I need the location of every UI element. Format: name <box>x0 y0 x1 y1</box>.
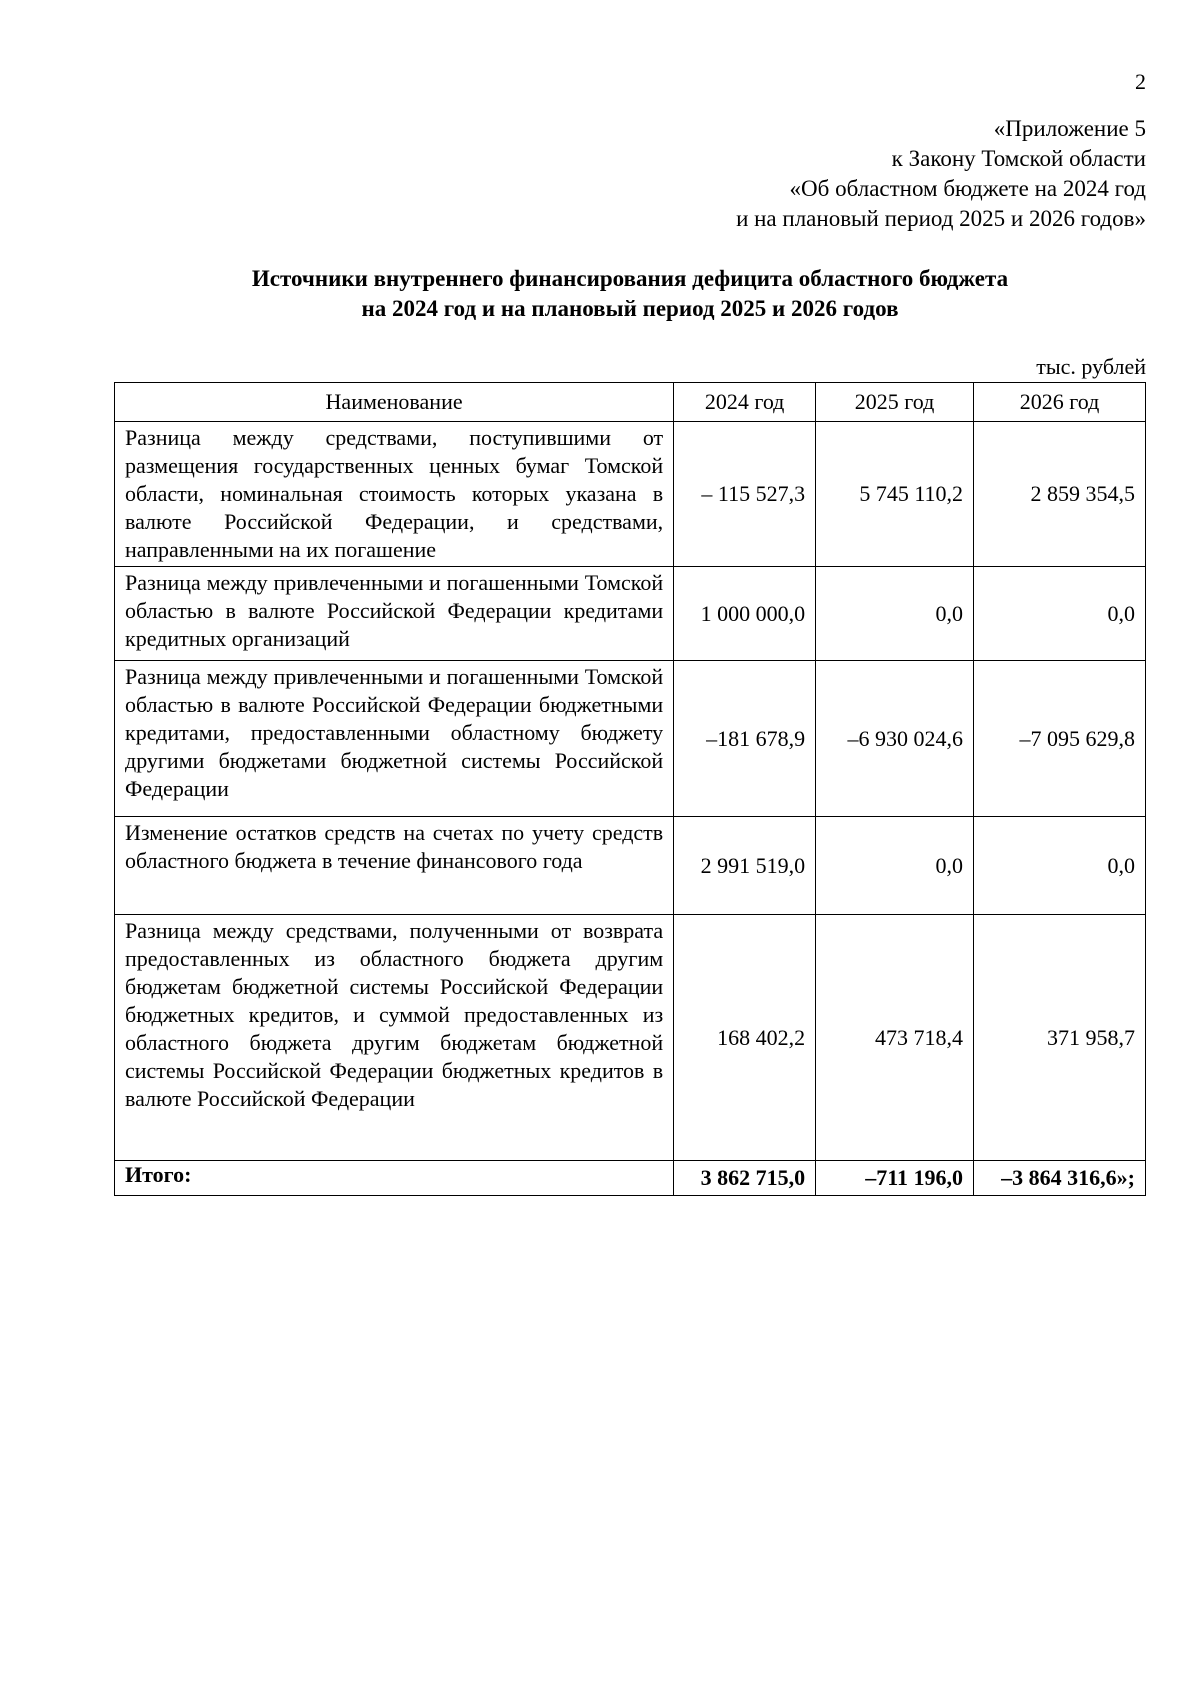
row-name: Разница между привлеченными и погашенными Томской областью в валюте Российской Федерации бюджетными кредитами, предоставленными областному бюджету другими бюджетами бюджетной системы Российской Федерации <box>115 661 674 817</box>
financing-sources-table <box>114 382 1146 1196</box>
table-row <box>115 817 1146 915</box>
row-name: Разница между средствами, полученными от возврата предоставленных из областного бюджета другим бюджетам бюджетной системы Российской Федерации бюджетных кредитов, и суммой предоставленных из областного бюджета другим бюджетам бюджетной системы Российской Федерации бюджетных кредитов в валюте Российской Федерации <box>115 915 674 1161</box>
row-value-2024: – 115 527,3 <box>674 422 816 567</box>
table-row <box>115 422 1146 567</box>
total-value-2025: –711 196,0 <box>816 1161 974 1196</box>
units-label: тыс. рублей <box>1036 354 1146 379</box>
title-line-2: на 2024 год и на плановый период 2025 и 2026 годов <box>361 296 899 321</box>
appendix-header <box>736 114 1146 234</box>
row-value-2026: 0,0 <box>974 817 1146 915</box>
table-row <box>115 661 1146 817</box>
row-value-2024: 168 402,2 <box>674 915 816 1161</box>
row-value-2024: 1 000 000,0 <box>674 567 816 661</box>
row-value-2025: 0,0 <box>816 567 974 661</box>
total-label: Итого: <box>115 1161 674 1196</box>
row-value-2024: –181 678,9 <box>674 661 816 817</box>
row-value-2026: 371 958,7 <box>974 915 1146 1161</box>
row-value-2026: 2 859 354,5 <box>974 422 1146 567</box>
total-value-2024: 3 862 715,0 <box>674 1161 816 1196</box>
appendix-line: «Приложение 5 <box>993 116 1146 141</box>
row-name: Разница между привлеченными и погашенными Томской областью в валюте Российской Федерации кредитами кредитных организаций <box>115 567 674 661</box>
page-number: 2 <box>1135 69 1146 94</box>
header-name: Наименование <box>115 383 674 422</box>
header-2025: 2025 год <box>816 383 974 422</box>
row-value-2025: –6 930 024,6 <box>816 661 974 817</box>
row-value-2024: 2 991 519,0 <box>674 817 816 915</box>
header-2024: 2024 год <box>674 383 816 422</box>
header-2026: 2026 год <box>974 383 1146 422</box>
row-value-2026: –7 095 629,8 <box>974 661 1146 817</box>
total-value-2026: –3 864 316,6»; <box>974 1161 1146 1196</box>
table-row <box>115 567 1146 661</box>
row-value-2025: 0,0 <box>816 817 974 915</box>
total-row <box>115 1161 1146 1196</box>
row-name: Изменение остатков средств на счетах по учету средств областного бюджета в течение финансового года <box>115 817 674 915</box>
document-title <box>110 264 1150 324</box>
table-row <box>115 915 1146 1161</box>
table-header-row <box>115 383 1146 422</box>
row-value-2025: 5 745 110,2 <box>816 422 974 567</box>
appendix-line: и на плановый период 2025 и 2026 годов» <box>736 206 1146 231</box>
appendix-line: «Об областном бюджете на 2024 год <box>789 176 1146 201</box>
row-name: Разница между средствами, поступившими от размещения государственных ценных бумаг Томской области, номинальная стоимость которых указана в валюте Российской Федерации, и средствами, направленными на их погашение <box>115 422 674 567</box>
appendix-line: к Закону Томской области <box>891 146 1146 171</box>
row-value-2025: 473 718,4 <box>816 915 974 1161</box>
title-line-1: Источники внутреннего финансирования дефицита областного бюджета <box>251 266 1009 291</box>
row-value-2026: 0,0 <box>974 567 1146 661</box>
